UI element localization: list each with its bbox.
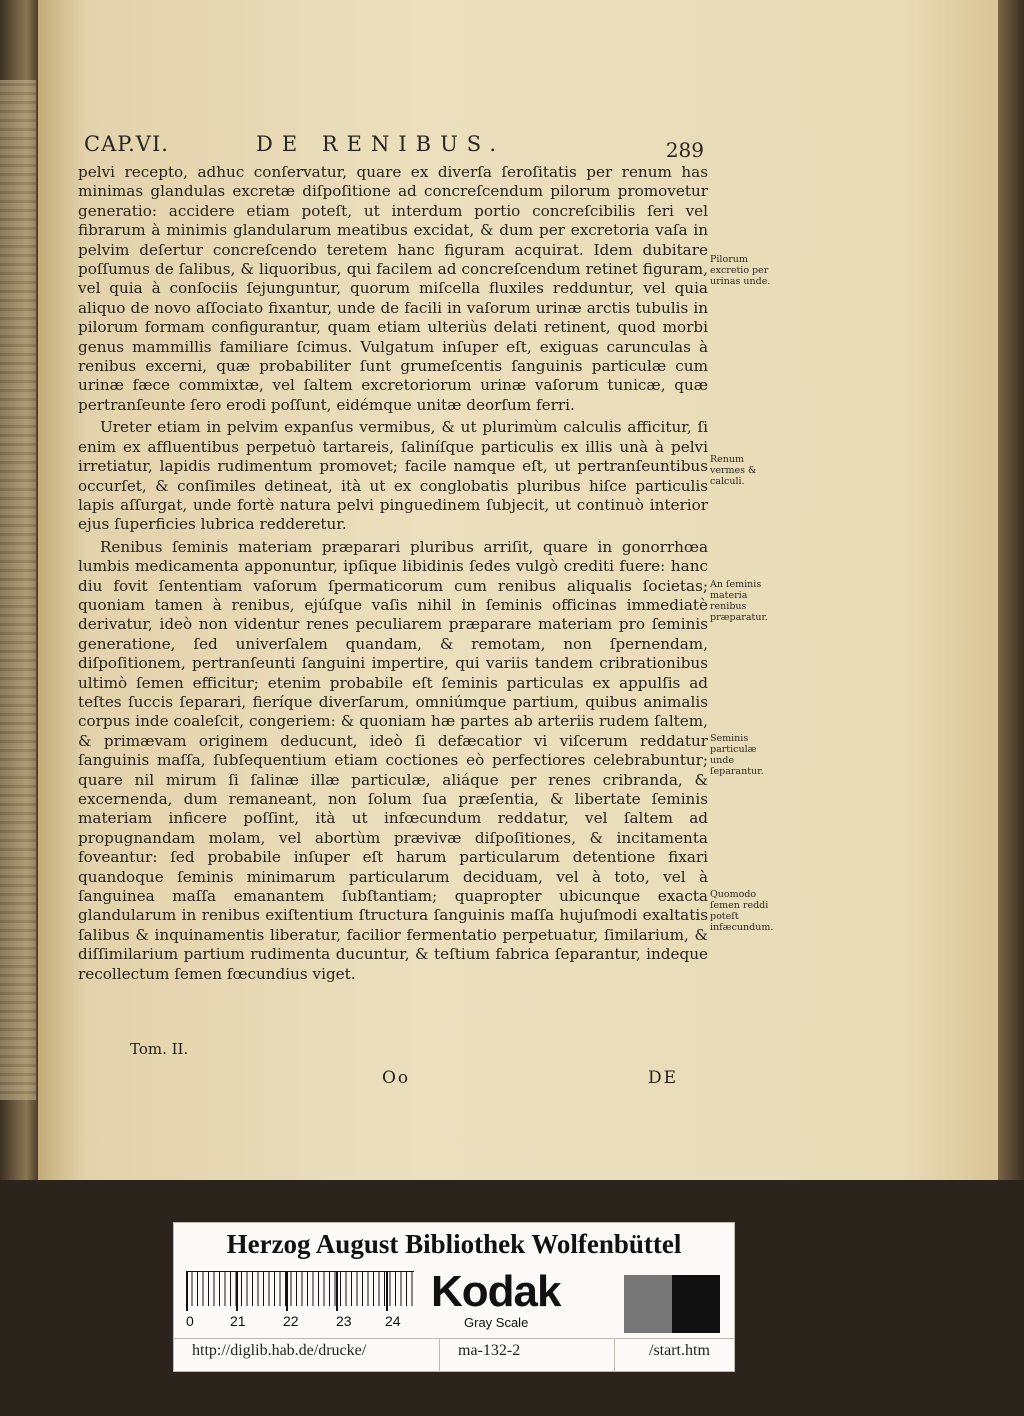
url-base: http://diglib.hab.de/drucke/ <box>192 1342 367 1359</box>
ruler-numbers <box>186 1313 426 1331</box>
url-suffix: /start.htm <box>649 1342 710 1359</box>
ruler-number: 21 <box>230 1313 246 1329</box>
signature-mark: Oo <box>382 1068 411 1088</box>
paragraph: Ureter etiam in pelvim expanſus vermibus, & ut plurimùm calculis afficitur, ſi enim ex affluentibus perpetuò tartareis, ſaliníſque particulis ex illis unà à pelvi irretiatur, lapidis rudimentum promovet; facile namque eſt, ut pertranſeuntibus occurſet, & conſimiles detineat, ità ut ex conglobatis pluribus hiſce particulis lapis aſſurgat, unde fortè natura pelvi pinguedinem ſubjecit, ut continuò interior ejus ſuperficies lubrica redderetur. <box>78 418 708 534</box>
margin-note-seed-particles: Seminis particulæ unde ſeparantur. <box>710 733 764 777</box>
card-column-divider <box>614 1338 615 1371</box>
running-title: DE RENIBUS. <box>256 132 506 156</box>
margin-note-worms-stones: Renum vermes & calculi. <box>710 454 757 487</box>
margin-note-infertility: Quomodo ſemen reddi poteſt infæcundum. <box>710 889 774 933</box>
library-name: Herzog August Bibliothek Wolfenbüttel <box>226 1229 682 1259</box>
card-column-divider <box>439 1338 440 1371</box>
card-divider <box>174 1338 734 1339</box>
ruler-number: 22 <box>283 1313 299 1329</box>
volume-mark: Tom. II. <box>130 1040 189 1058</box>
margin-note-seed-matter: An ſeminis materia renibus præparatur. <box>710 579 768 623</box>
ruler-number: 0 <box>186 1313 194 1329</box>
chapter-heading: CAP.VI. <box>84 132 169 156</box>
grey-swatch <box>624 1275 672 1333</box>
url-id: ma-132-2 <box>458 1342 521 1359</box>
catchword: DE <box>648 1068 679 1088</box>
ruler-number: 23 <box>336 1313 352 1329</box>
page-number: 289 <box>665 138 704 162</box>
library-color-card <box>173 1222 735 1372</box>
previous-pages-edge <box>0 80 36 1100</box>
kodak-logo: Kodak <box>431 1267 561 1316</box>
ruler-number: 24 <box>385 1313 401 1329</box>
paragraph: pelvi recepto, adhuc conſervatur, quare ex diverſa ſeroſitatis per renum has minimas glandulas excretæ diſpoſitione ad concreſcendum pilorum promovetur generatio: accidere etiam poteſt, ut interdum portio concreſcibilis ſeri vel fibrarum à minimis glandularum meatibus excidat, & dum per excretoria vaſa in pelvim deſertur concreſcendo teretem hanc figuram acquirat. Idem dubitare poſſumus de ſalibus, & liquoribus, qui facilem ad concreſcendum retinet figuram, vel quia à conſociis ſejunguntur, quorum miſcella fluxiles redduntur, vel quia aliquo de novo aſſociato fixantur, unde de facili in vaſorum urinæ arctis tubulis in pilorum formam configurantur, quam etiam ulteriùs delati retinent, quod morbi genus mammillis familiare ſcimus. Vulgatum inſuper eſt, exiguas carunculas à renibus excerni, quæ probabiliter ſunt grumeſcentis ſanguinis particulæ cum urinæ fæce commixtæ, vel ſaltem excretoriorum urinæ vaſorum tunicæ, quæ pertranſeunte ſero erodi poſſunt, eidémque unitæ deorſum ferri. <box>78 163 708 414</box>
main-text <box>78 163 708 984</box>
margin-note-hair-excretion: Pilorum excretio per urinas unde. <box>710 254 771 287</box>
gray-scale-label: Gray Scale <box>464 1315 529 1330</box>
page-right-edge <box>998 0 1024 1180</box>
black-swatch <box>672 1275 720 1333</box>
running-header <box>84 132 704 162</box>
ruler-major-ticks <box>186 1271 414 1311</box>
paragraph: Renibus ſeminis materiam præparari pluribus arriſit, quare in gonorrhœa lumbis medicamenta apponuntur, ipſique libidinis ſedes vulgò crediti fuere: hanc diu fovit ſententiam vaſorum ſpermaticorum cum renibus aliqualis ſocietas; quoniam tamen à renibus, ejúſque vaſis nihil in ſeminis officinas immediatè derivatur, ideò non videntur renes peculiarem præparare materiam pro ſeminis generatione, ſed univerſalem quandam, & remotam, non ſpernendam, diſpoſitionem, pertranſeunti ſanguini impertire, qui variis tandem cribrationibus ultimò ſemen efficitur; etenim probabile eſt ſeminis particulas ex appulſis ad teſtes ſuccis ſeparari, fieríque diverſarum, omniúmque partium, quibus animalis corpus inde coaleſcit, congeriem: & quoniam hæ partes ab arteriis rudem ſaltem, & primævam originem deducunt, ideò ſi defæcatior vi viſcerum reddatur ſanguinis maſſa, ſubſequentium etiam coctiones eò perfectiores celebrabuntur; quare nil mirum ſi ſalinæ illæ particulæ, aliáque per renes cribranda, & excernenda, dum remaneant, non ſolum ſua præſentia, & libertate ſeminis materiam inficere poſſint, ità ut infœcundum reddatur, vel ſaltem ad propugnandam molam, vel abortùm prævivæ diſpoſitiones, & incitamenta foveantur: ſed probabile inſuper eſt harum particularum detentione fixari quandoque ſeminis minimarum particularum deciduam, vel à toto, vel à ſanguinea maſſa emanantem ſubſtantiam; quapropter ubicunque exacta glandularum in renibus exiſtentium ſtructura ſanguinis maſſa hujuſmodi exaltatis ſalibus & inquinamentis liberatur, facilior fermentatio perpetuatur, ſimilarium, & diſſimilarium partium rudimenta ducuntur, & teſtium fabrica ſeparantur, indeque recollectum ſemen fœcundius viget. <box>78 537 708 983</box>
